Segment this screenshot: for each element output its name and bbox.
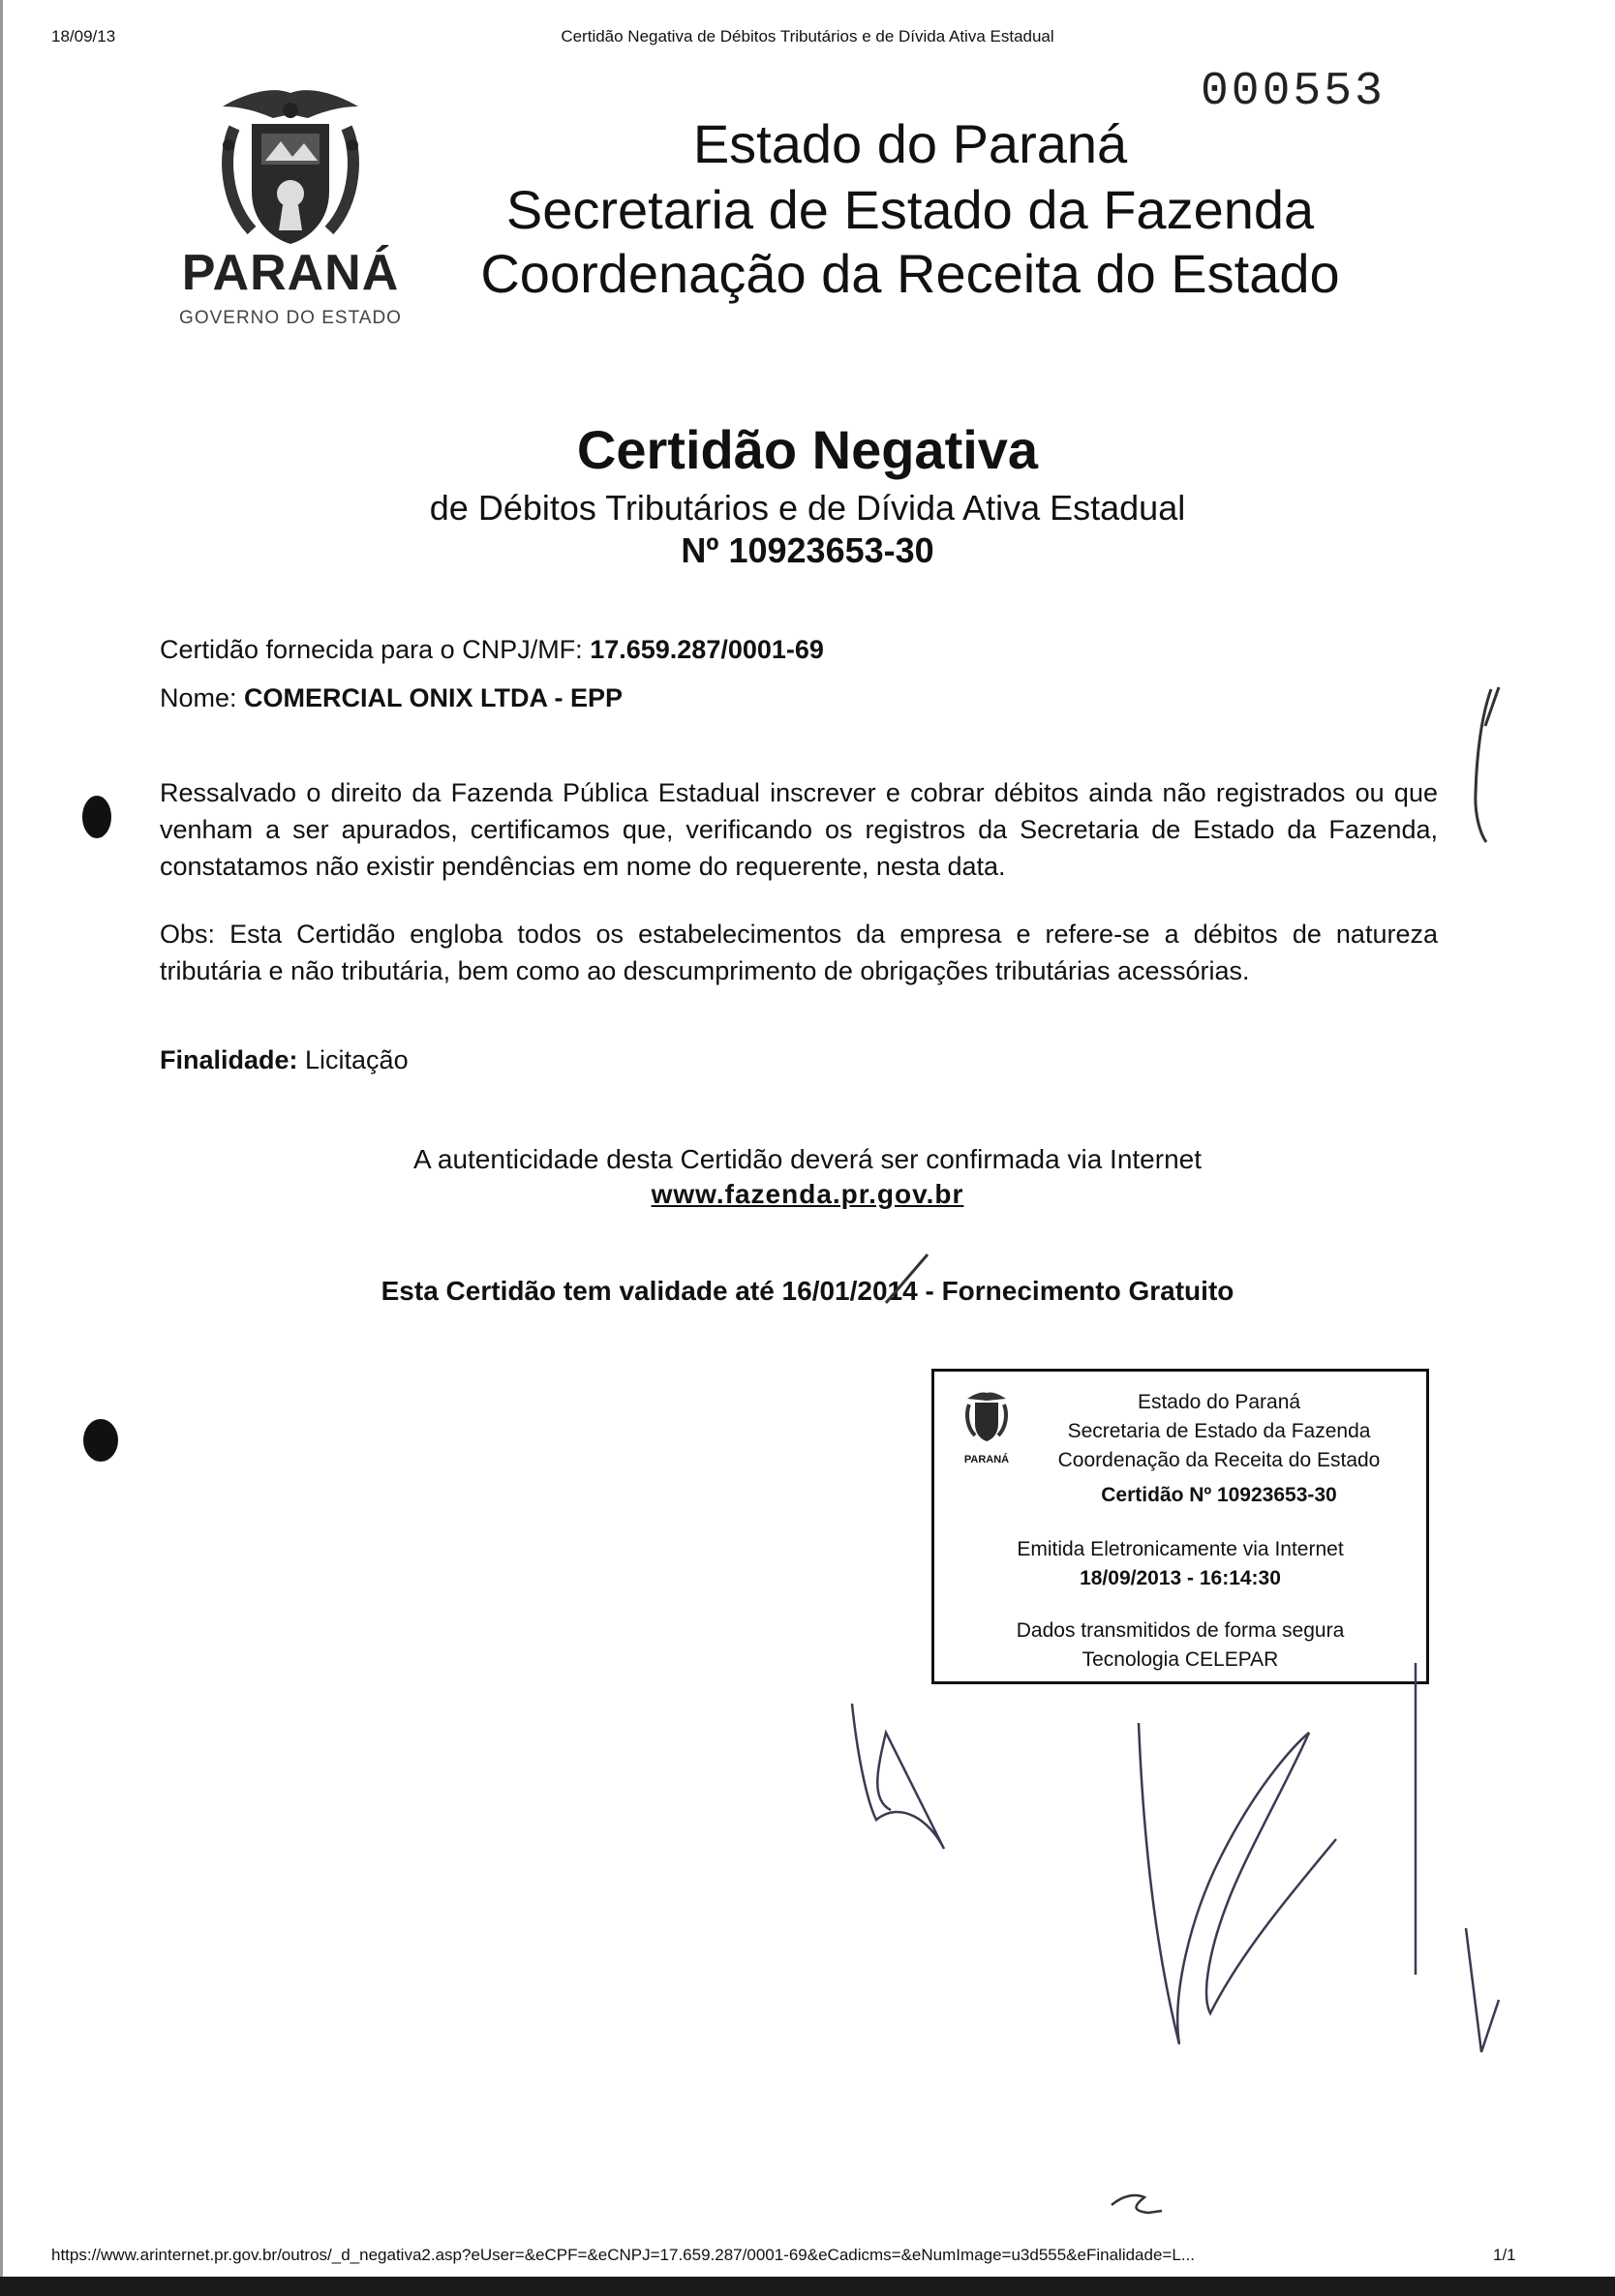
- seal-transmitted: Dados transmitidos de forma segura: [1016, 1619, 1345, 1642]
- certificate-title: Certidão Negativa: [576, 419, 1039, 480]
- electronic-seal: [931, 1369, 1429, 1684]
- margin-initial-mark: [1476, 689, 1491, 842]
- seal-datetime: 18/09/2013 - 16:14:30: [1080, 1567, 1281, 1589]
- margin-initial-mark: [1485, 687, 1499, 726]
- signature-main-mark: [1139, 1723, 1336, 2044]
- name-line: [160, 683, 623, 713]
- scan-bottom-edge: [0, 2277, 1615, 2296]
- seal-line1: Estado do Paraná: [1137, 1391, 1301, 1413]
- footer-page-number: 1/1: [1493, 2246, 1516, 2264]
- punch-hole-icon: [82, 796, 111, 838]
- validity-text: Esta Certidão tem validade até 16/01/2014 - Fornecimento Gratuito: [381, 1276, 1234, 1306]
- seal-issued: Emitida Eletronicamente via Internet: [1017, 1538, 1344, 1560]
- cnpj-label: Certidão fornecida para o CNPJ/MF:: [160, 635, 583, 664]
- finalidade-label: Finalidade:: [160, 1045, 298, 1074]
- observation-paragraph: Obs: Esta Certidão engloba todos os estabelecimentos da empresa e refere-se a débitos de natureza tributária e não tributária, bem como ao descumprimento de obrigações tributárias acessórias.: [160, 920, 1438, 985]
- cnpj-value: 17.659.287/0001-69: [590, 635, 824, 664]
- signature-right-mark: [1466, 1928, 1499, 2052]
- print-date: 18/09/13: [51, 27, 116, 45]
- footer-url[interactable]: https://www.arinternet.pr.gov.br/outros/_d_negativa2.asp?eUser=&eCPF=&eCNPJ=17.659.287/0001-69&eCadicms=&eNumImage=u3d555&eFinalidade=L...: [51, 2246, 1195, 2264]
- seal-tech: Tecnologia CELEPAR: [1082, 1648, 1279, 1671]
- certificate-subtitle: de Débitos Tributários e de Dívida Ativa Estadual: [429, 488, 1186, 528]
- seal-coat-of-arms-icon: [958, 1391, 1016, 1465]
- punch-hole-icon: [83, 1419, 118, 1462]
- finalidade-value: Licitação: [305, 1045, 409, 1074]
- seal-line3: Coordenação da Receita do Estado: [1057, 1449, 1381, 1471]
- authenticity-text: A autenticidade desta Certidão deverá ser confirmada via Internet: [412, 1144, 1203, 1174]
- signature-left-mark: [852, 1704, 944, 1849]
- cnpj-line: [160, 635, 824, 665]
- page-initial-mark: [1112, 2195, 1162, 2213]
- certification-paragraph: Ressalvado o direito da Fazenda Pública Estadual inscrever e cobrar débitos ainda não registrados ou que venham a ser apurados, certificamos que, verificando os registros da Secretaria de Estado da Fazenda, constatamos não existir pendências em nome do requerente, nesta data.: [160, 778, 1438, 881]
- logo-subtitle: GOVERNO DO ESTADO: [179, 308, 402, 328]
- authenticity-link[interactable]: www.fazenda.pr.gov.br: [651, 1179, 964, 1209]
- seal-line2: Secretaria de Estado da Fazenda: [1067, 1420, 1371, 1442]
- seal-cert-number: Certidão Nº 10923653-30: [1101, 1484, 1337, 1506]
- finalidade-line: [160, 1045, 409, 1075]
- print-title: Certidão Negativa de Débitos Tributários e de Dívida Ativa Estadual: [561, 27, 1054, 45]
- stamp-number: 000553: [1201, 66, 1386, 118]
- logo-name: PARANÁ: [181, 245, 400, 301]
- header-coordination: Coordenação da Receita do Estado: [480, 243, 1340, 304]
- header-state: Estado do Paraná: [692, 113, 1128, 174]
- name-value: COMERCIAL ONIX LTDA - EPP: [244, 683, 624, 712]
- header-secretariat: Secretaria de Estado da Fazenda: [505, 179, 1315, 240]
- certificate-number: Nº 10923653-30: [681, 530, 934, 570]
- seal-logo-name: PARANÁ: [963, 1454, 1010, 1465]
- name-label: Nome:: [160, 683, 237, 712]
